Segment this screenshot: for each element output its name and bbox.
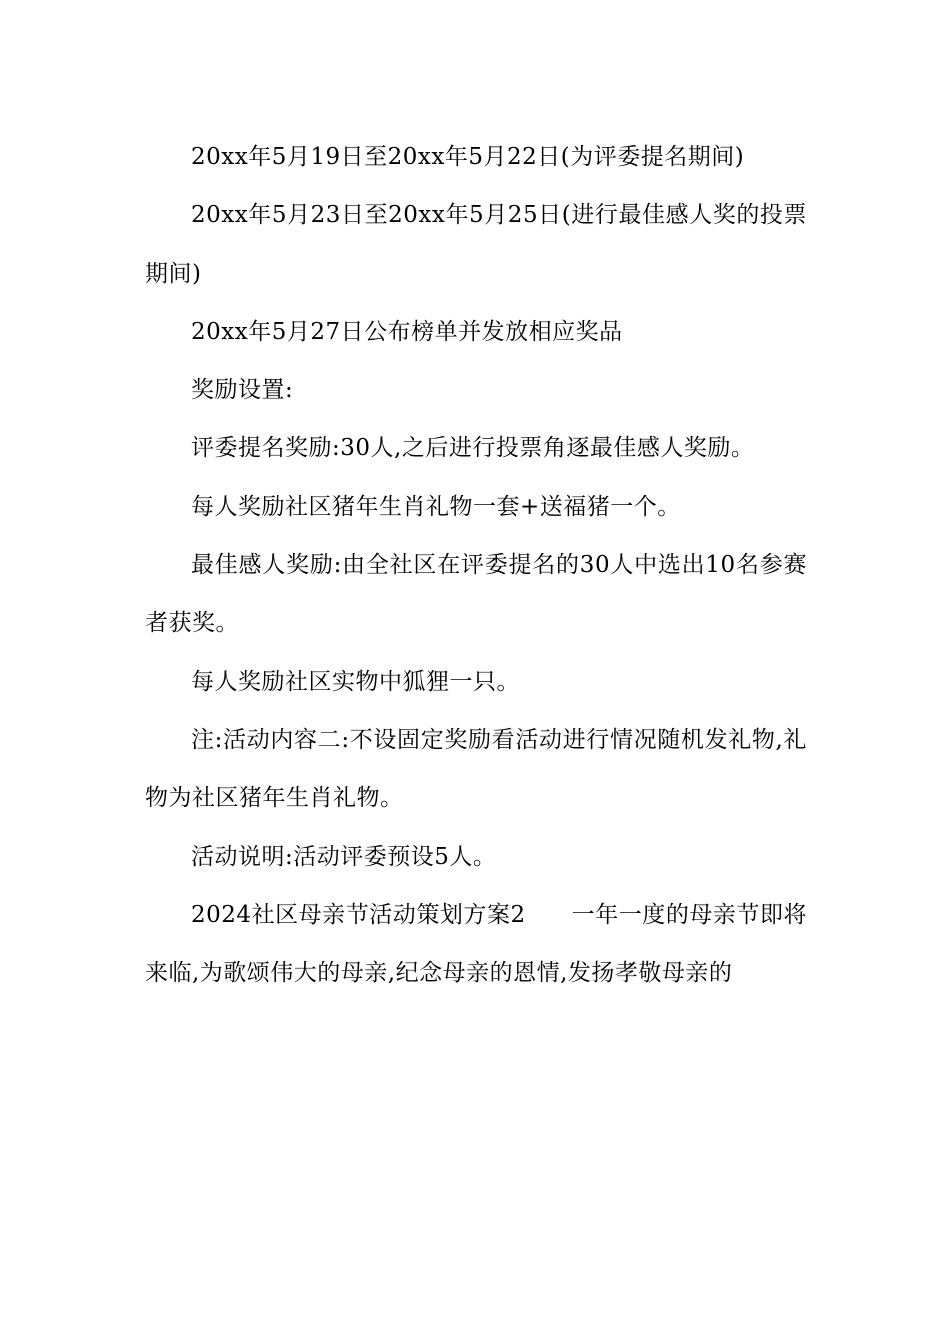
paragraph-announcement-date: 20xx年5月27日公布榜单并发放相应奖品 — [191, 318, 623, 345]
paragraph-voting-period: 20xx年5月23日至20xx年5月25日(进行最佳感人奖的投票期间) — [145, 202, 807, 287]
paragraph-nomination-reward: 评委提名奖励:30人,之后进行投票角逐最佳感人奖励。 — [191, 435, 755, 462]
paragraph-nomination-gift: 每人奖励社区猪年生肖礼物一套+送福猪一个。 — [191, 493, 681, 520]
paragraph-section-two — [145, 886, 807, 1003]
section-title: 2024社区母亲节活动策划方案2 — [191, 901, 526, 928]
section-body: 一年一度的母亲节即将来临,为歌颂伟大的母亲,纪念母亲的恩情,发扬孝敬母亲的 — [145, 901, 808, 987]
paragraph-activity-description: 活动说明:活动评委预设5人。 — [191, 843, 497, 870]
paragraph-note: 注:活动内容二:不设固定奖励看活动进行情况随机发礼物,礼物为社区猪年生肖礼物。 — [145, 726, 807, 812]
paragraph-nomination-period: 20xx年5月19日至20xx年5月22日(为评委提名期间) — [191, 144, 745, 170]
document-body — [145, 128, 807, 1002]
paragraph-reward-heading: 奖励设置: — [191, 377, 294, 404]
paragraph-award-gift: 每人奖励社区实物中狐狸一只。 — [191, 668, 520, 695]
paragraph-best-touching-award: 最佳感人奖励:由全社区在评委提名的30人中选出10名参赛者获奖。 — [145, 552, 807, 637]
